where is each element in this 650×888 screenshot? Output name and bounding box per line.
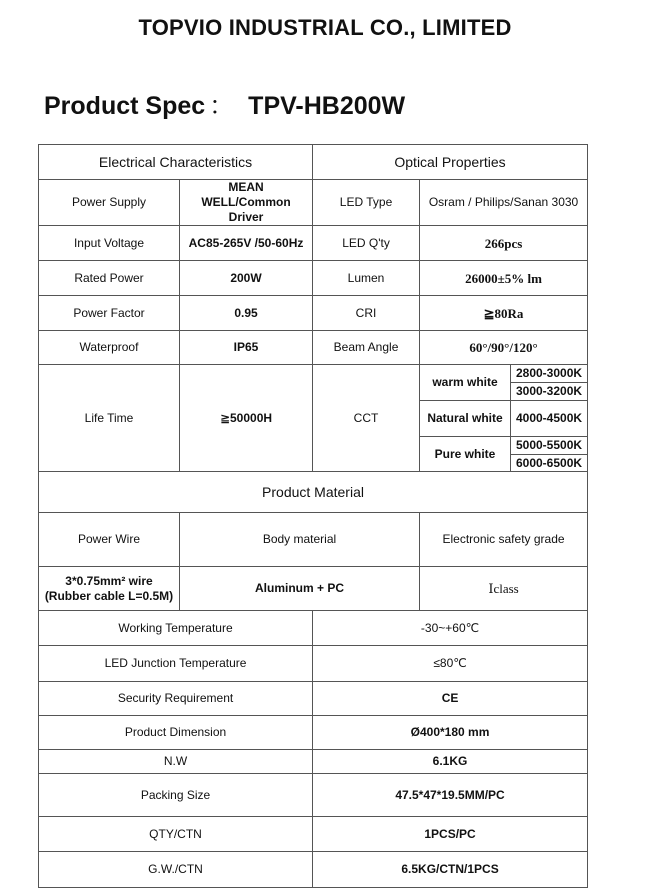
natural-white-label: Natural white bbox=[420, 401, 511, 437]
input-voltage-value: AC85-265V /50-60Hz bbox=[180, 226, 313, 261]
spec-label: Product Dimension bbox=[39, 716, 313, 750]
table-row bbox=[39, 817, 588, 852]
spec-label: QTY/CTN bbox=[39, 817, 313, 852]
warm-white-range-1: 2800-3000K bbox=[511, 365, 588, 383]
lumen-value: 26000±5% lm bbox=[420, 261, 588, 296]
power-supply-value: MEAN WELL/Common Driver bbox=[180, 180, 313, 226]
cri-value: ≧80Ra bbox=[420, 296, 588, 331]
rated-power-label: Rated Power bbox=[39, 261, 180, 296]
model-number: TPV-HB200W bbox=[248, 92, 406, 120]
spec-label: N.W bbox=[39, 750, 313, 774]
spec-value: 6.1KG bbox=[313, 750, 588, 774]
spec-label: Product Spec bbox=[44, 92, 206, 120]
pure-white-range-1: 5000-5500K bbox=[511, 437, 588, 455]
table-row bbox=[39, 646, 588, 682]
power-wire-label: Power Wire bbox=[39, 513, 180, 567]
life-time-value: ≧50000H bbox=[180, 365, 313, 472]
spec-value: 1PCS/PC bbox=[313, 817, 588, 852]
product-spec-heading bbox=[44, 86, 405, 122]
led-qty-value: 266pcs bbox=[420, 226, 588, 261]
spec-label: LED Junction Temperature bbox=[39, 646, 313, 682]
table-row bbox=[39, 180, 588, 226]
warm-white-range-2: 3000-3200K bbox=[511, 383, 588, 401]
table-row bbox=[39, 226, 588, 261]
warm-white-label: warm white bbox=[420, 365, 511, 401]
table-row bbox=[39, 774, 588, 817]
spec-value: -30~+60℃ bbox=[313, 611, 588, 646]
pure-white-range-2: 6000-6500K bbox=[511, 455, 588, 472]
section-header-row bbox=[39, 472, 588, 513]
life-time-label: Life Time bbox=[39, 365, 180, 472]
table-row bbox=[39, 296, 588, 331]
input-voltage-label: Input Voltage bbox=[39, 226, 180, 261]
cri-label: CRI bbox=[313, 296, 420, 331]
cct-label: CCT bbox=[313, 365, 420, 472]
beam-angle-label: Beam Angle bbox=[313, 331, 420, 365]
led-type-value: Osram / Philips/Sanan 3030 bbox=[420, 180, 588, 226]
table-row bbox=[39, 567, 588, 611]
power-wire-note: (Rubber cable L=0.5M) bbox=[44, 588, 174, 603]
body-material-label: Body material bbox=[180, 513, 420, 567]
electrical-header: Electrical Characteristics bbox=[39, 145, 313, 180]
spec-value: 6.5KG/CTN/1PCS bbox=[313, 852, 588, 888]
spec-label: Packing Size bbox=[39, 774, 313, 817]
beam-angle-value: 60°/90°/120° bbox=[420, 331, 588, 365]
table-row bbox=[39, 261, 588, 296]
power-factor-label: Power Factor bbox=[39, 296, 180, 331]
table-row bbox=[39, 331, 588, 365]
spec-table bbox=[38, 144, 588, 888]
company-name: TOPVIO INDUSTRIAL CO., LIMITED bbox=[138, 15, 512, 40]
spec-value: 47.5*47*19.5MM/PC bbox=[313, 774, 588, 817]
natural-white-range: 4000-4500K bbox=[511, 401, 588, 437]
spec-value: CE bbox=[313, 682, 588, 716]
led-type-label: LED Type bbox=[313, 180, 420, 226]
table-row bbox=[39, 716, 588, 750]
power-supply-label: Power Supply bbox=[39, 180, 180, 226]
material-header: Product Material bbox=[39, 472, 588, 513]
spec-label: Security Requirement bbox=[39, 682, 313, 716]
section-header-row bbox=[39, 145, 588, 180]
spec-value: ≤80℃ bbox=[313, 646, 588, 682]
table-row bbox=[39, 513, 588, 567]
power-wire-spec: 3*0.75mm² wire bbox=[65, 573, 153, 588]
waterproof-label: Waterproof bbox=[39, 331, 180, 365]
safety-grade-value: Ⅰclass bbox=[420, 567, 588, 611]
safety-grade-label: Electronic safety grade bbox=[420, 513, 588, 567]
spec-colon: ： bbox=[209, 92, 235, 120]
led-qty-label: LED Q'ty bbox=[313, 226, 420, 261]
spec-value: Ø400*180 mm bbox=[313, 716, 588, 750]
table-row bbox=[39, 682, 588, 716]
lumen-label: Lumen bbox=[313, 261, 420, 296]
table-row bbox=[39, 750, 588, 774]
pure-white-label: Pure white bbox=[420, 437, 511, 472]
optical-header: Optical Properties bbox=[313, 145, 588, 180]
table-row bbox=[39, 852, 588, 888]
body-material-value: Aluminum + PC bbox=[180, 567, 420, 611]
power-wire-value bbox=[39, 567, 180, 611]
spec-label: Working Temperature bbox=[39, 611, 313, 646]
rated-power-value: 200W bbox=[180, 261, 313, 296]
table-row bbox=[39, 365, 588, 383]
power-factor-value: 0.95 bbox=[180, 296, 313, 331]
waterproof-value: IP65 bbox=[180, 331, 313, 365]
spec-label: G.W./CTN bbox=[39, 852, 313, 888]
table-row bbox=[39, 611, 588, 646]
